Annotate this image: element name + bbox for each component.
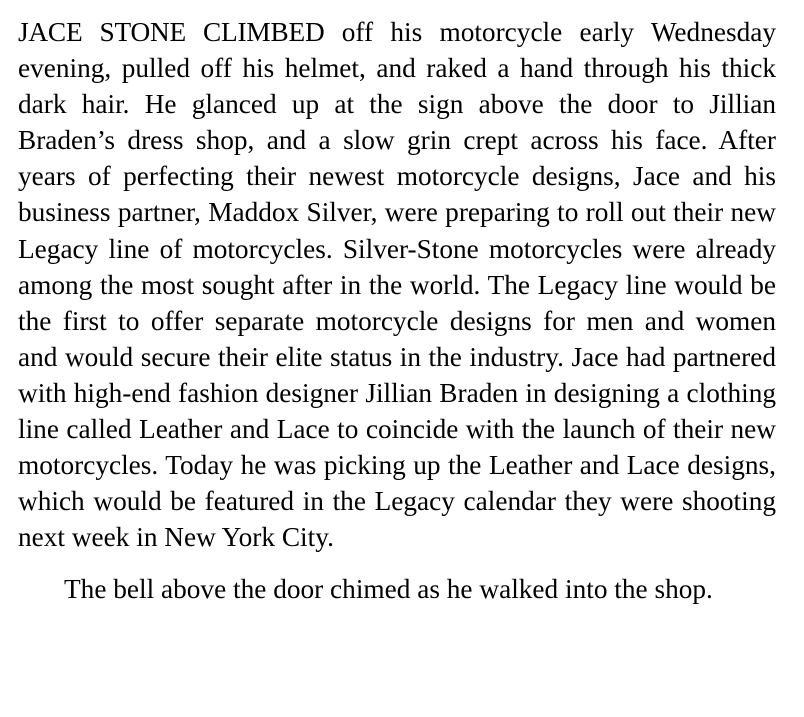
paragraph-opening [18, 14, 776, 555]
chapter-lead-in: JACE STONE CLIMBED [18, 17, 325, 47]
paragraph-text: The bell above the door chimed as he walked into the shop. [64, 574, 713, 605]
paragraph-second [18, 571, 776, 607]
book-page [18, 14, 776, 608]
paragraph-text: off his motorcycle early Wednesday evening, pulled off his helmet, and raked a hand through his thick dark hair. He glanced up at the sign above the door to Jillian Braden’s dress shop, and a slow grin crept across his face. After years of perfecting their newest motorcycle designs, Jace and his business partner, Maddox Silver, were preparing to roll out their new Legacy line of motorcycles. Silver-Stone motorcycles were already among the most sought after in the world. The Legacy line would be the first to offer separate motorcycle designs for men and women and would secure their elite status in the industry. Jace had partnered with high-end fashion designer Jillian Braden in designing a clothing line called Leather and Lace to coincide with the launch of their new motorcycles. Today he was picking up the Leather and Lace designs, which would be featured in the Legacy calendar they were shooting next week in New York City. [18, 17, 776, 553]
